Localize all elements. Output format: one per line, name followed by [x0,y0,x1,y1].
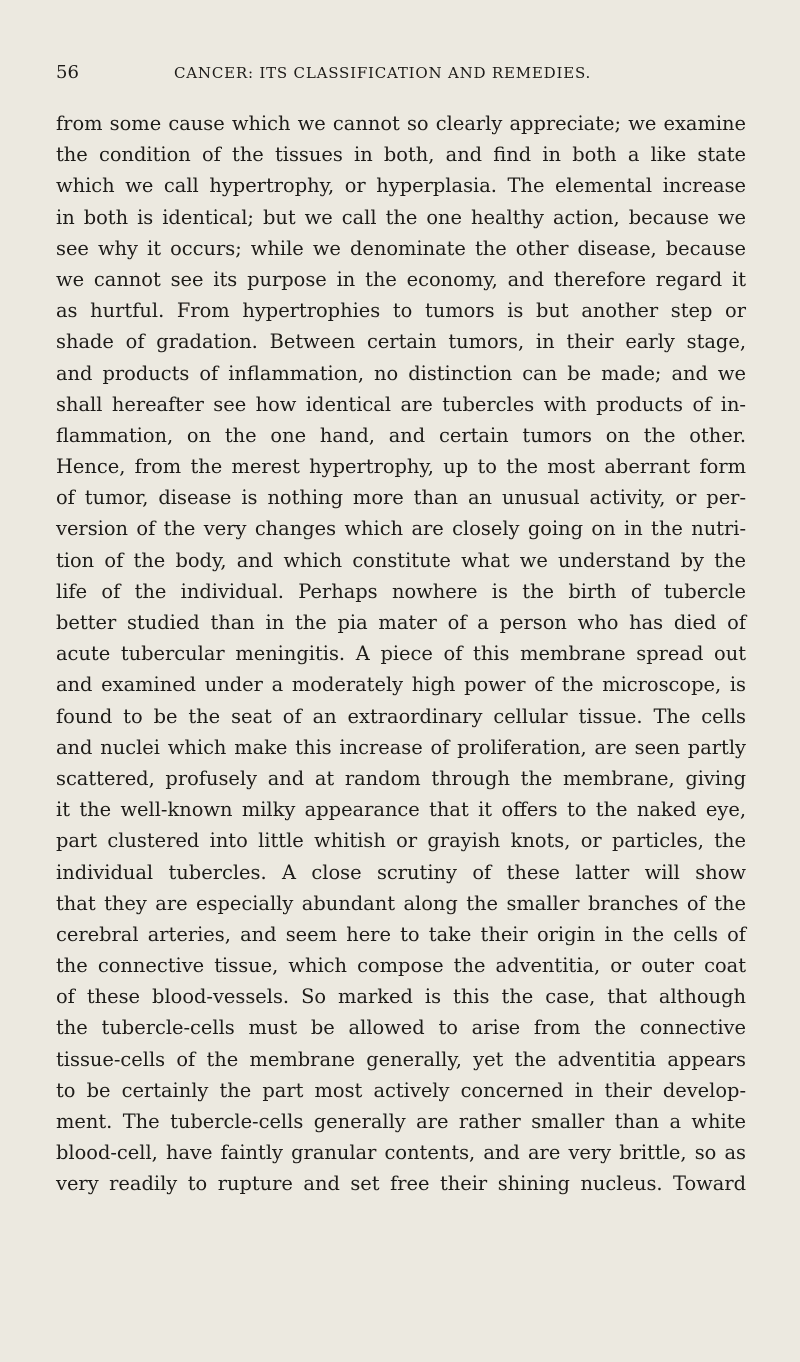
text-line: that they are especially abundant along the smaller branches of the [56,891,746,915]
text-line: individual tubercles. A close scrutiny of these latter will show [56,860,746,884]
text-line: better studied than in the pia mater of a person who has died of [56,611,746,634]
text-line: see why it occurs; while we denominate the other disease, because [56,236,746,260]
text-line: and products of inflammation, no distinction can be made; and we [56,361,746,385]
text-line: shade of gradation. Between certain tumors, in their early stage, [56,330,746,354]
text-line: found to be the seat of an extraordinary cellular tissue. The cells [56,704,746,728]
text-line: to be certainly the part most actively concerned in their develop- [56,1078,746,1102]
text-line: Hence, from the merest hypertrophy, up to the most aberrant form [56,455,746,479]
running-title: CANCER: ITS CLASSIFICATION AND REMEDIES. [174,64,592,82]
text-line: acute tubercular meningitis. A piece of this membrane spread out [56,642,746,666]
text-line: of tumor, disease is nothing more than an unusual activity, or per- [56,486,746,510]
text-line: ment. The tubercle-cells generally are rather smaller than a white [56,1110,746,1133]
text-line: the condition of the tissues in both, and find in both a like state [56,143,746,167]
running-head [56,62,746,88]
text-line: the connective tissue, which compose the adventitia, or outer coat [56,954,746,978]
body-paragraph [56,108,746,1200]
text-line: very readily to rupture and set free their shining nucleus. Toward [56,1172,746,1196]
text-line: as hurtful. From hypertrophies to tumors is but another step or [56,299,746,323]
text-line: which we call hypertrophy, or hyperplasia. The elemental increase [56,174,746,198]
text-line: from some cause which we cannot so clearly appreciate; we examine [56,112,746,135]
text-line: life of the individual. Perhaps nowhere is the birth of tubercle [56,579,746,603]
text-line: of these blood-vessels. So marked is this the case, that although [56,985,746,1009]
text-line: in both is identical; but we call the one healthy action, because we [56,205,746,229]
text-line: tissue-cells of the membrane generally, yet the adventitia appears [56,1047,746,1071]
text-line: tion of the body, and which constitute what we understand by the [56,548,746,572]
text-line: part clustered into little whitish or grayish knots, or particles, the [56,829,746,853]
text-line: scattered, profusely and at random through the membrane, giving [56,766,746,790]
text-line: cerebral arteries, and seem here to take their origin in the cells of [56,922,746,946]
text-line: and examined under a moderately high power of the microscope, is [56,673,746,697]
text-line: shall hereafter see how identical are tubercles with products of in- [56,392,746,416]
text-line: and nuclei which make this increase of proliferation, are seen partly [56,735,746,759]
text-line: we cannot see its purpose in the economy, and therefore regard it [56,267,746,291]
text-line: blood-cell, have faintly granular contents, and are very brittle, so as [56,1141,746,1165]
text-line: it the well-known milky appearance that it offers to the naked eye, [56,798,746,822]
page-number: 56 [56,62,79,83]
text-line: flammation, on the one hand, and certain tumors on the other. [56,423,746,447]
text-line: version of the very changes which are closely going on in the nutri- [56,517,746,541]
text-line: the tubercle-cells must be allowed to arise from the connective [56,1016,746,1040]
